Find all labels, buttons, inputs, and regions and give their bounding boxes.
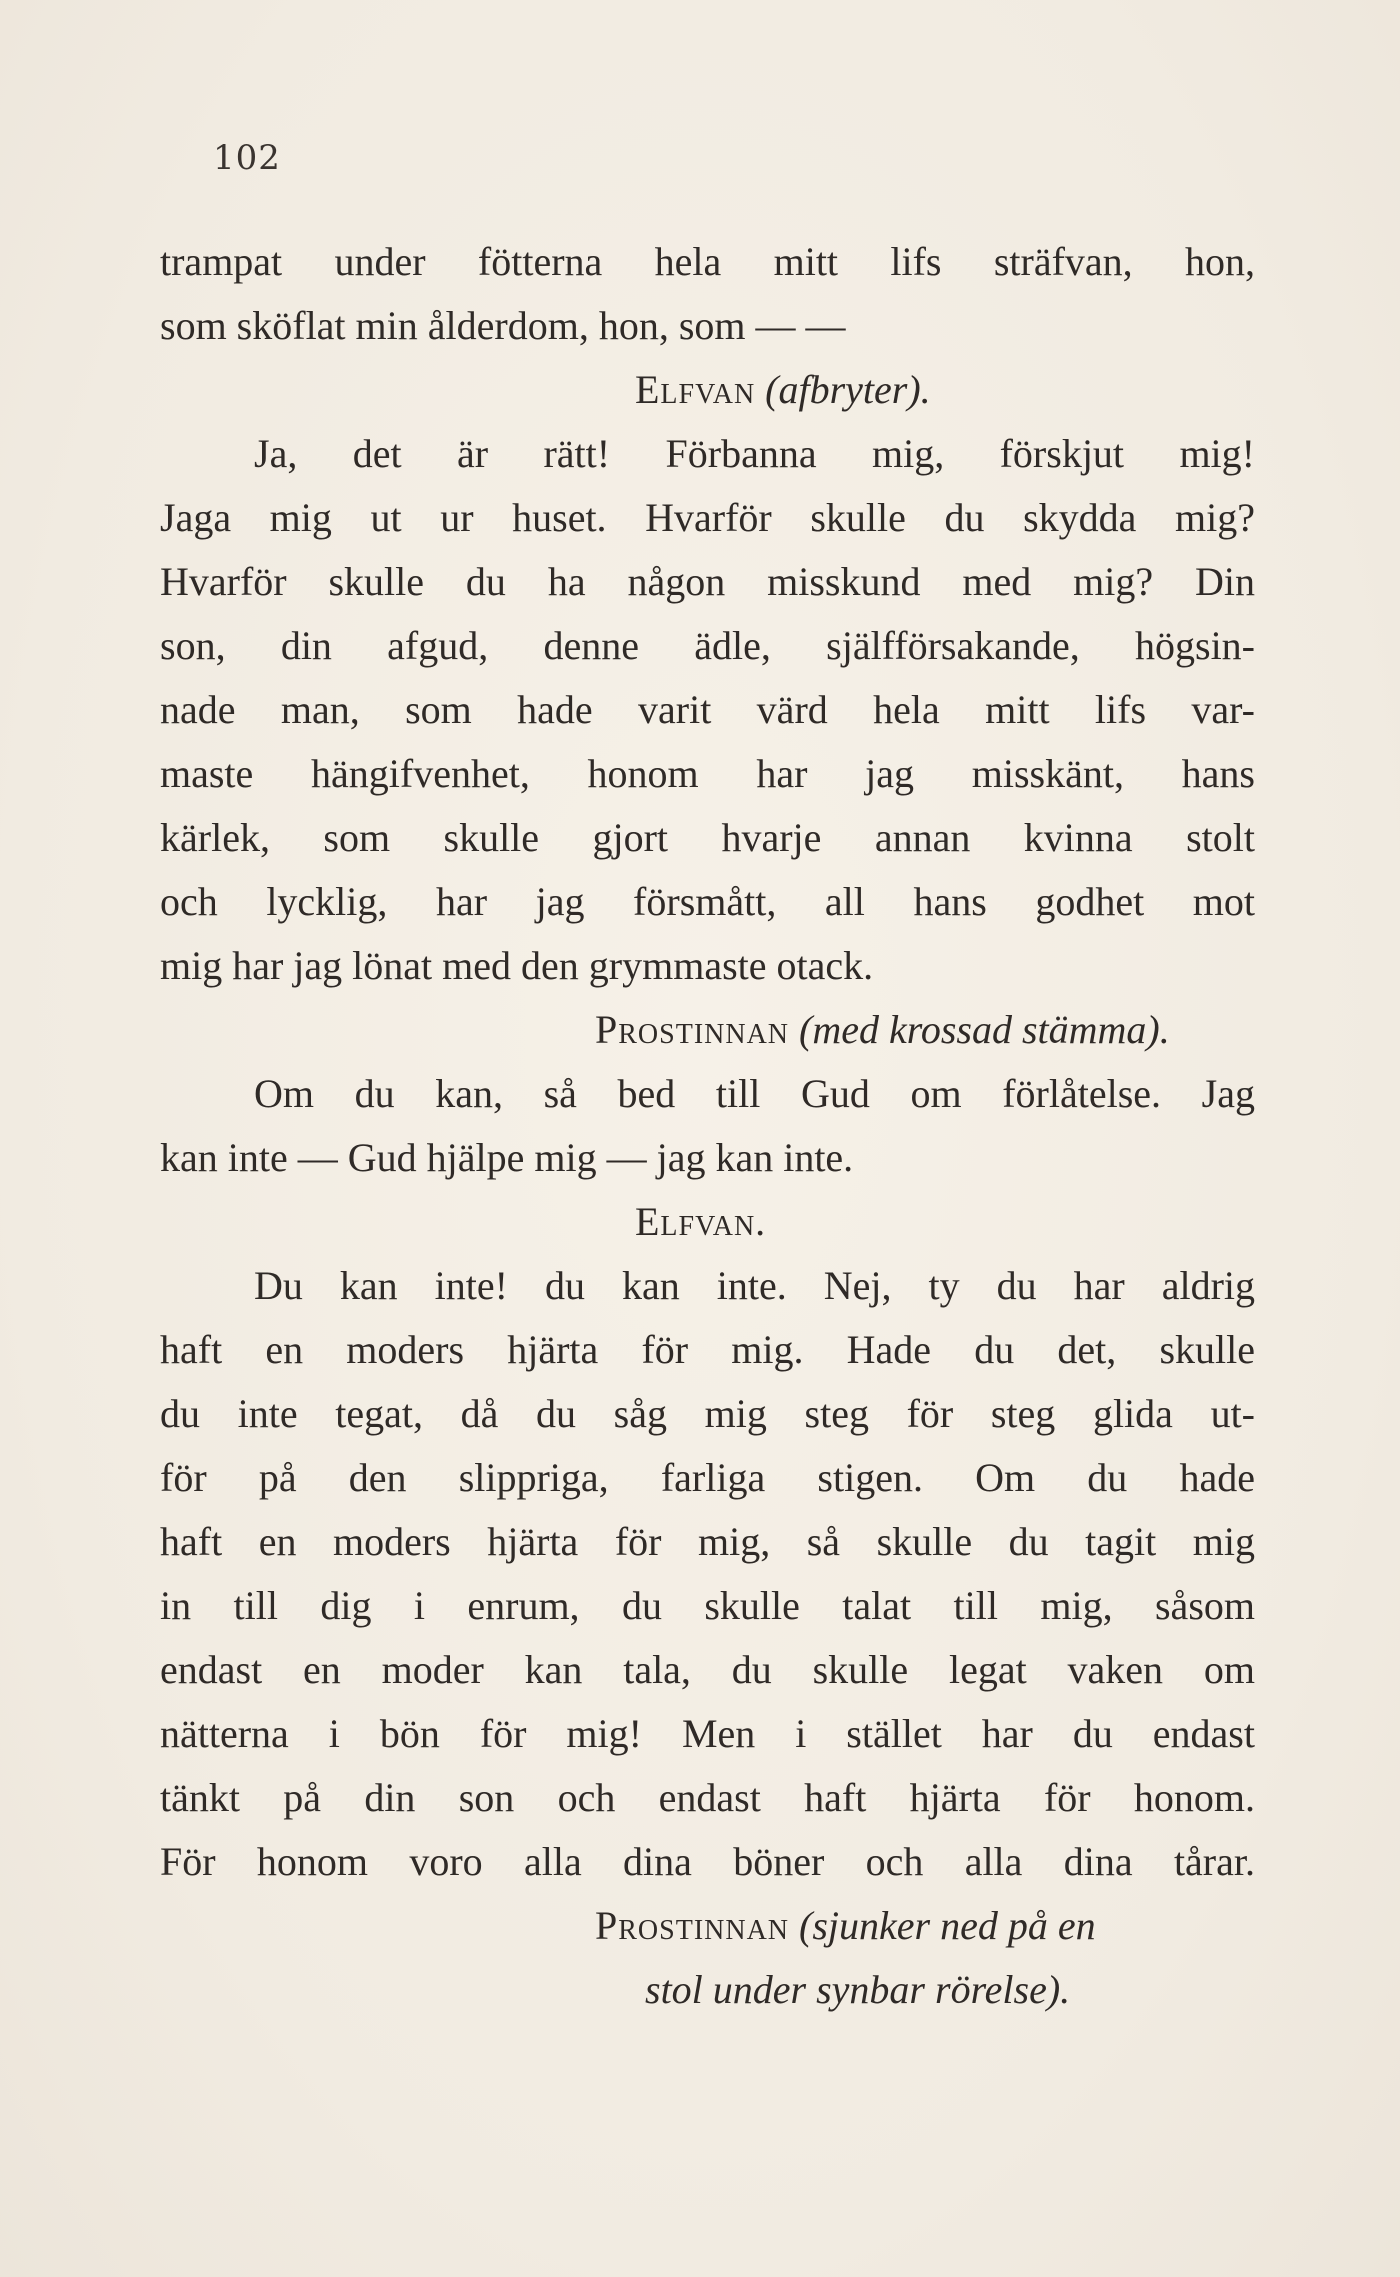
- text-line: trampat under fötterna hela mitt lifs sträfvan, hon,: [160, 239, 1255, 284]
- text-line: haft en moders hjärta för mig, så skulle du tagit mig: [160, 1519, 1255, 1564]
- speaker-name: Elfvan.: [635, 1199, 767, 1244]
- text-line: nade man, som hade varit värd hela mitt lifs var-: [160, 687, 1255, 732]
- text-line: son, din afgud, denne ädle, själfförsakande, högsin-: [160, 623, 1255, 668]
- paragraph-2: [160, 422, 1255, 998]
- speaker-cue-elfvan: [160, 358, 1255, 422]
- text-line: Hvarför skulle du ha någon misskund med mig? Din: [160, 559, 1255, 604]
- text-line: endast en moder kan tala, du skulle legat vaken om: [160, 1647, 1255, 1692]
- text-line: du inte tegat, då du såg mig steg för steg glida ut-: [160, 1391, 1255, 1436]
- text-line: kärlek, som skulle gjort hvarje annan kvinna stolt: [160, 815, 1255, 860]
- text-block: [160, 230, 1255, 2022]
- speaker-name: Elfvan: [635, 367, 756, 412]
- text-line: och lycklig, har jag försmått, all hans godhet mot: [160, 879, 1255, 924]
- paragraph-3: [160, 1062, 1255, 1190]
- text-line: haft en moders hjärta för mig. Hade du det, skulle: [160, 1327, 1255, 1372]
- text-line: kan inte — Gud hjälpe mig — jag kan inte.: [160, 1135, 854, 1180]
- paragraph-4: [160, 1254, 1255, 1894]
- text-line: för på den slippriga, farliga stigen. Om du hade: [160, 1455, 1255, 1500]
- paragraph-1: [160, 230, 1255, 358]
- stage-direction: stol under synbar rörelse).: [645, 1967, 1071, 2012]
- text-line: nätterna i bön för mig! Men i stället har du endast: [160, 1711, 1255, 1756]
- speaker-name: Prostinnan: [595, 1903, 790, 1948]
- speaker-cue-prostinnan: [160, 998, 1255, 1062]
- text-line: som sköflat min ålderdom, hon, som — —: [160, 303, 846, 348]
- text-line: mig har jag lönat med den grymmaste otack.: [160, 943, 874, 988]
- speaker-name: Prostinnan: [595, 1007, 790, 1052]
- stage-direction-continued: [160, 1958, 1255, 2022]
- text-line: Om du kan, så bed till Gud om förlåtelse. Jag: [254, 1071, 1255, 1116]
- text-line: tänkt på din son och endast haft hjärta för honom.: [160, 1775, 1255, 1820]
- text-line: Du kan inte! du kan inte. Nej, ty du har aldrig: [254, 1263, 1255, 1308]
- text-line: Ja, det är rätt! Förbanna mig, förskjut mig!: [254, 431, 1255, 476]
- text-line: Jaga mig ut ur huset. Hvarför skulle du skydda mig?: [160, 495, 1255, 540]
- speaker-cue-elfvan: [160, 1190, 1255, 1254]
- stage-direction: (med krossad stämma).: [799, 1007, 1170, 1052]
- text-line: För honom voro alla dina böner och alla dina tårar.: [160, 1839, 1255, 1884]
- text-line: maste hängifvenhet, honom har jag misskänt, hans: [160, 751, 1255, 796]
- stage-direction: (sjunker ned på en: [799, 1903, 1096, 1948]
- speaker-cue-prostinnan: [160, 1894, 1255, 1958]
- stage-direction: (afbryter).: [765, 367, 931, 412]
- page-number: 102: [213, 138, 281, 178]
- text-line: in till dig i enrum, du skulle talat till mig, såsom: [160, 1583, 1255, 1628]
